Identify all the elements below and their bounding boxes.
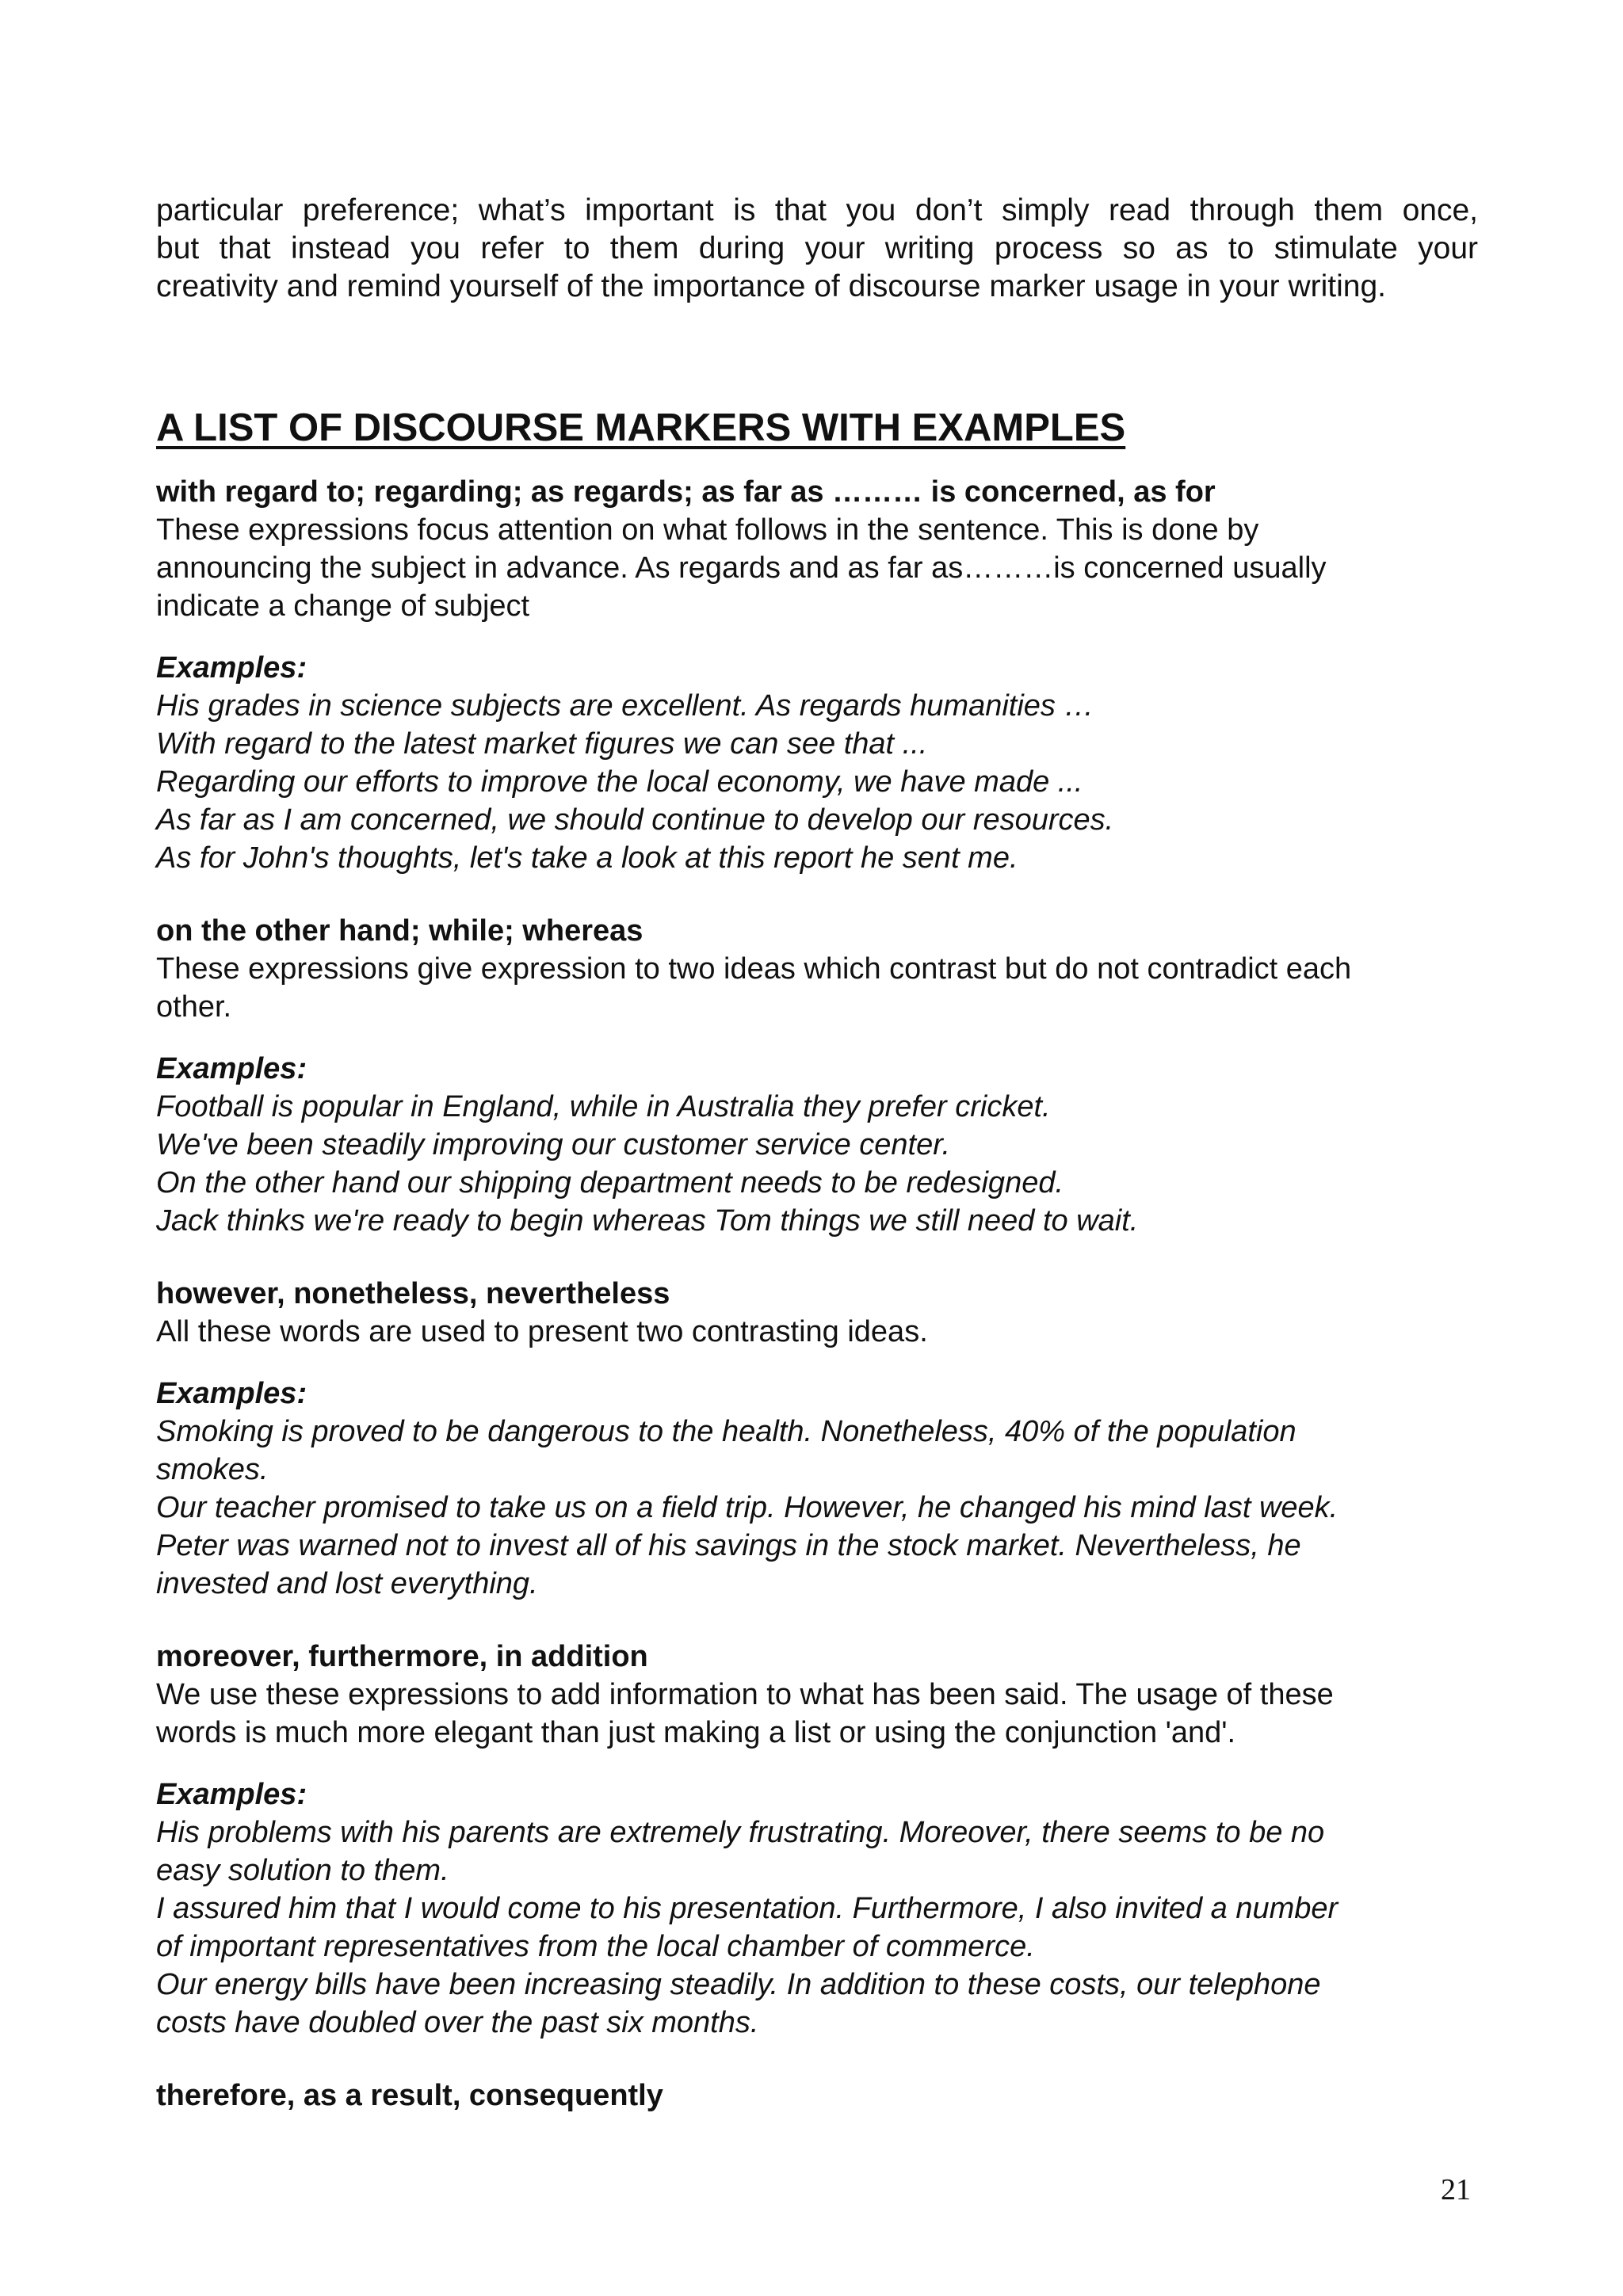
example-line: Our teacher promised to take us on a field trip. However, he changed his mind last week. xyxy=(156,1491,1338,1524)
example-line: As far as I am concerned, we should continue to develop our resources. xyxy=(156,803,1114,837)
examples-label: Examples: xyxy=(156,1377,307,1410)
marker-term: with regard to; regarding; as regards; as far as ……… is concerned, as for xyxy=(156,475,1216,509)
example-line: As for John's thoughts, let's take a look at this report he sent me. xyxy=(156,841,1018,875)
example-line: Our energy bills have been increasing steadily. In addition to these costs, our telephone xyxy=(156,1968,1321,2001)
marker-description-line: announcing the subject in advance. As regards and as far as………is concerned usually xyxy=(156,551,1327,585)
marker-description-line: These expressions focus attention on what follows in the sentence. This is done by xyxy=(156,513,1259,547)
intro-paragraph xyxy=(156,192,1478,306)
examples-label: Examples: xyxy=(156,651,307,685)
example-line: I assured him that I would come to his presentation. Furthermore, I also invited a number xyxy=(156,1892,1338,1925)
example-line: Regarding our efforts to improve the local economy, we have made ... xyxy=(156,765,1083,799)
marker-section xyxy=(156,473,1478,877)
example-line: His grades in science subjects are excellent. As regards humanities … xyxy=(156,689,1094,723)
example-line: With regard to the latest market figures we can see that ... xyxy=(156,727,928,761)
marker-section xyxy=(156,2077,1478,2115)
marker-section xyxy=(156,1638,1478,2042)
intro-line: particular preference; what’s important is that you don’t simply read through them once, xyxy=(156,193,1478,227)
example-line: On the other hand our shipping department needs to be redesigned. xyxy=(156,1166,1064,1199)
example-line: smokes. xyxy=(156,1453,269,1486)
example-line: Peter was warned not to invest all of his savings in the stock market. Nevertheless, he xyxy=(156,1529,1301,1562)
example-line: Smoking is proved to be dangerous to the health. Nonetheless, 40% of the population xyxy=(156,1415,1296,1448)
example-line: costs have doubled over the past six months. xyxy=(156,2006,759,2039)
example-line: easy solution to them. xyxy=(156,1854,449,1887)
page-number: 21 xyxy=(1441,2173,1471,2206)
intro-line: creativity and remind yourself of the importance of discourse marker usage in your writing. xyxy=(156,269,1387,303)
marker-description-line: words is much more elegant than just making a list or using the conjunction 'and'. xyxy=(156,1716,1236,1749)
marker-description-line: All these words are used to present two contrasting ideas. xyxy=(156,1315,928,1348)
example-line: of important representatives from the local chamber of commerce. xyxy=(156,1930,1035,1963)
example-line: invested and lost everything. xyxy=(156,1567,538,1600)
marker-term: on the other hand; while; whereas xyxy=(156,914,643,948)
marker-description-line: indicate a change of subject xyxy=(156,589,530,623)
marker-section xyxy=(156,1275,1478,1603)
document-page xyxy=(156,192,1478,2112)
marker-description-line: These expressions give expression to two ideas which contrast but do not contradict each xyxy=(156,952,1352,986)
section-heading: A LIST OF DISCOURSE MARKERS WITH EXAMPLES xyxy=(156,406,1126,449)
marker-section xyxy=(156,912,1478,1240)
marker-description-line: We use these expressions to add information to what has been said. The usage of these xyxy=(156,1678,1334,1711)
marker-term: moreover, furthermore, in addition xyxy=(156,1640,648,1673)
examples-label: Examples: xyxy=(156,1052,307,1085)
marker-term: therefore, as a result, consequently xyxy=(156,2079,663,2112)
example-line: Jack thinks we're ready to begin whereas Tom things we still need to wait. xyxy=(156,1204,1139,1238)
discourse-marker-list xyxy=(156,473,1478,2149)
examples-label: Examples: xyxy=(156,1778,307,1811)
example-line: We've been steadily improving our customer service center. xyxy=(156,1128,951,1161)
example-line: Football is popular in England, while in Australia they prefer cricket. xyxy=(156,1090,1051,1123)
intro-line: but that instead you refer to them during your writing process so as to stimulate your xyxy=(156,231,1478,265)
example-line: His problems with his parents are extremely frustrating. Moreover, there seems to be no xyxy=(156,1816,1325,1849)
marker-description-line: other. xyxy=(156,990,232,1024)
marker-term: however, nonetheless, nevertheless xyxy=(156,1277,670,1310)
